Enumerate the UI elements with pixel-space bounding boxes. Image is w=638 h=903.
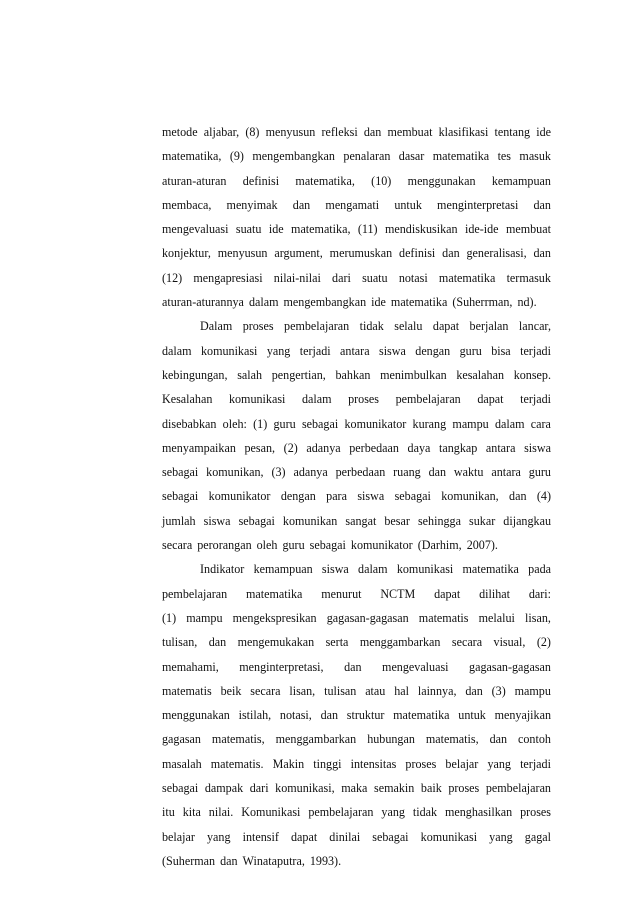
- paragraph: [162, 314, 551, 557]
- word: membaca,: [162, 197, 212, 212]
- text-line: [162, 241, 551, 265]
- word: belajar: [445, 756, 479, 771]
- word: Komunikasi: [241, 805, 301, 820]
- word: perorangan: [197, 538, 252, 553]
- word: terjadi: [520, 343, 551, 358]
- word: matematika: [462, 562, 519, 577]
- text-line: [162, 169, 551, 193]
- word: dan: [428, 465, 447, 480]
- word: komunikan: [282, 513, 338, 528]
- word: sebagai: [162, 489, 199, 504]
- word: proses: [242, 319, 274, 334]
- word: intensitas: [350, 756, 397, 771]
- word: daya: [407, 440, 431, 455]
- word: membuat: [505, 222, 551, 237]
- word: baik: [420, 781, 442, 796]
- word: dengan: [415, 343, 451, 358]
- word: terjadi: [520, 392, 551, 407]
- word: komunikator: [208, 489, 271, 504]
- word: ide: [268, 222, 284, 237]
- word: istilah,: [238, 708, 272, 723]
- word: disebabkan: [162, 416, 217, 431]
- text-line: [162, 412, 551, 436]
- word: selalu: [394, 319, 423, 334]
- paragraph: [162, 120, 551, 314]
- word: menghasilkan: [444, 805, 513, 820]
- word: waktu: [453, 465, 484, 480]
- text-line: [162, 825, 551, 849]
- word: dan: [344, 659, 362, 674]
- word: pembelajaran: [284, 319, 350, 334]
- word: masalah: [162, 756, 202, 771]
- word: para: [326, 489, 347, 504]
- word: dan: [292, 197, 311, 212]
- word: komunikasi: [200, 343, 258, 358]
- word: untuk: [458, 708, 486, 723]
- word: dapat: [290, 829, 318, 844]
- word: struktur: [346, 708, 385, 723]
- word: tentang: [494, 125, 531, 139]
- word: lisan,: [525, 610, 551, 625]
- word: untuk: [394, 197, 422, 212]
- word: dalam: [248, 295, 279, 310]
- word: argument,: [274, 246, 323, 261]
- word: dilihat: [479, 586, 510, 601]
- word: matematis.: [210, 756, 264, 771]
- word: dan: [363, 125, 382, 139]
- word: guru: [528, 465, 551, 480]
- word: pada: [528, 562, 551, 577]
- word: matematis: [162, 683, 212, 698]
- word: pembelajaran: [308, 805, 374, 820]
- word: Dalam: [200, 319, 233, 334]
- word: (2): [536, 635, 551, 650]
- word: mampu: [514, 683, 551, 698]
- word: itu: [162, 805, 175, 820]
- text-line: [162, 144, 551, 168]
- word: guru: [273, 416, 296, 431]
- word: suatu: [362, 270, 388, 285]
- word: cara: [530, 416, 551, 431]
- word: mengevaluasi: [162, 222, 229, 237]
- word: hal: [394, 683, 409, 698]
- text-line: [162, 387, 551, 411]
- word: dan: [208, 635, 227, 650]
- word: perbedaan: [335, 465, 386, 480]
- word: terjadi: [299, 343, 331, 358]
- word: menyampaikan: [162, 440, 236, 455]
- word: dalam: [301, 392, 332, 407]
- word: dan: [220, 853, 238, 868]
- word: tinggi: [313, 756, 342, 771]
- word: matematika,: [291, 222, 351, 237]
- word: komunikasi: [420, 829, 478, 844]
- text-line: [162, 484, 551, 508]
- word: mengapresiasi: [193, 270, 263, 285]
- word: memahami,: [162, 659, 219, 674]
- word: menginterpretasi,: [239, 659, 324, 674]
- word: pembelajaran: [485, 781, 551, 796]
- text-line: [162, 630, 551, 654]
- word: perbedaan: [349, 440, 399, 455]
- text-line: [162, 557, 551, 581]
- word: maka: [341, 781, 368, 796]
- word: menggunakan: [162, 708, 230, 723]
- word: mampu: [186, 610, 223, 625]
- word: ide: [371, 295, 386, 310]
- word: siswa: [524, 440, 551, 455]
- word: (10): [371, 173, 392, 188]
- word: pengertian,: [271, 367, 326, 382]
- word: terjadi: [520, 756, 551, 771]
- word: (Suherrman,: [452, 295, 513, 310]
- word: dan: [489, 732, 508, 747]
- word: siswa: [321, 562, 349, 577]
- word: pesan,: [244, 440, 276, 455]
- word: menurut: [321, 586, 362, 601]
- body-text: [162, 120, 551, 873]
- word: dijangkau: [503, 513, 551, 528]
- text-line: [162, 679, 551, 703]
- word: kesalahan: [456, 367, 504, 382]
- word: kemampuan: [491, 173, 551, 188]
- word: dapat: [432, 319, 460, 334]
- word: nd).: [517, 295, 537, 310]
- word: (1): [162, 610, 177, 625]
- word: yang: [487, 756, 511, 771]
- word: adanya: [306, 440, 341, 455]
- word: gagasan-gagasan: [469, 659, 551, 674]
- word: dalam: [494, 416, 525, 431]
- text-line: [162, 849, 551, 873]
- word: tulisan: [324, 683, 357, 698]
- word: Kesalahan: [162, 392, 213, 407]
- word: (8): [245, 125, 260, 139]
- text-line: [162, 582, 551, 606]
- word: dalam: [162, 343, 192, 358]
- text-line: [162, 460, 551, 484]
- word: mengembangkan: [283, 295, 367, 310]
- word: kurang: [412, 416, 447, 431]
- word: dasar: [398, 149, 425, 164]
- word: besar: [384, 513, 410, 528]
- word: dan: [533, 197, 551, 212]
- word: pembelajaran: [162, 586, 228, 601]
- word: dari: [332, 270, 351, 285]
- word: dan: [509, 489, 527, 504]
- word: ide-ide: [464, 222, 499, 237]
- word: konjektur,: [162, 246, 211, 261]
- word: proses: [405, 756, 437, 771]
- word: sebagai: [238, 513, 275, 528]
- word: komunikan,: [206, 465, 264, 480]
- word: bisa: [491, 343, 511, 358]
- word: lainnya,: [417, 683, 457, 698]
- text-line: [162, 120, 551, 144]
- word: (9): [229, 149, 244, 164]
- text-line: [162, 290, 551, 314]
- word: notasi,: [279, 708, 312, 723]
- word: hubungan: [367, 732, 415, 747]
- word: mengekspresikan: [232, 610, 317, 625]
- word: contoh: [518, 732, 551, 747]
- word: (1): [253, 416, 268, 431]
- text-line: [162, 314, 551, 338]
- word: mengembangkan: [252, 149, 335, 164]
- text-line: [162, 339, 551, 363]
- word: komunikasi: [396, 562, 454, 577]
- word: secara: [250, 683, 281, 698]
- word: komunikan,: [441, 489, 499, 504]
- word: masuk: [519, 149, 551, 164]
- word: siswa: [203, 513, 231, 528]
- word: secara: [162, 538, 193, 553]
- word: sangat: [345, 513, 377, 528]
- word: dari:: [528, 586, 551, 601]
- word: dan: [465, 683, 483, 698]
- word: konsep.: [513, 367, 551, 382]
- word: (Suherman: [162, 853, 216, 868]
- word: dinilai: [329, 829, 361, 844]
- text-line: [162, 193, 551, 217]
- word: berjalan: [469, 319, 509, 334]
- word: (2): [283, 440, 298, 455]
- word: komunikasi: [228, 392, 286, 407]
- word: matematika: [438, 270, 496, 285]
- word: gagal: [524, 829, 551, 844]
- word: siswa: [357, 489, 385, 504]
- word: menimbulkan: [380, 367, 447, 382]
- word: dan: [442, 246, 460, 261]
- word: klasifikasi: [438, 125, 489, 139]
- text-line: [162, 776, 551, 800]
- word: ide: [536, 125, 551, 139]
- word: Indikator: [200, 562, 245, 577]
- word: komunikasi,: [275, 781, 335, 796]
- word: generalisasi,: [466, 246, 527, 261]
- word: kita: [182, 805, 201, 820]
- word: sebagai: [394, 489, 431, 504]
- word: mendiskusikan: [384, 222, 458, 237]
- word: notasi: [398, 270, 428, 285]
- word: sebagai: [309, 538, 346, 553]
- word: (Darhim,: [417, 538, 462, 553]
- word: dan: [533, 246, 551, 261]
- word: kemampuan: [253, 562, 313, 577]
- word: dapat: [434, 586, 461, 601]
- word: gagasan: [162, 732, 201, 747]
- word: tangkap: [439, 440, 478, 455]
- word: guru: [459, 343, 482, 358]
- word: dan: [320, 708, 339, 723]
- word: tes: [497, 149, 511, 164]
- word: siswa: [378, 343, 406, 358]
- word: jumlah: [162, 513, 196, 528]
- word: mengevaluasi: [382, 659, 449, 674]
- word: membuat: [387, 125, 433, 139]
- word: antara: [491, 465, 521, 480]
- word: dampak: [204, 781, 244, 796]
- word: menyajikan: [494, 708, 551, 723]
- word: aljabar,: [203, 125, 240, 139]
- word: menyusun: [217, 246, 268, 261]
- word: oleh:: [222, 416, 247, 431]
- word: tulisan,: [162, 635, 198, 650]
- word: yang: [207, 829, 231, 844]
- word: definisi: [399, 246, 436, 261]
- word: adanya: [293, 465, 328, 480]
- word: visual,: [493, 635, 526, 650]
- word: (11): [357, 222, 378, 237]
- word: menginterpretasi: [437, 197, 519, 212]
- word: Winataputra,: [242, 853, 305, 868]
- word: komunikator: [344, 416, 407, 431]
- word: yang: [381, 805, 405, 820]
- word: matematika: [390, 295, 448, 310]
- word: yang: [266, 343, 291, 358]
- word: menyusun: [265, 125, 316, 139]
- word: sebagai: [162, 465, 199, 480]
- word: (12): [162, 270, 183, 285]
- word: suatu: [235, 222, 262, 237]
- word: definisi: [242, 173, 280, 188]
- word: matematika: [245, 586, 303, 601]
- word: merumuskan: [329, 246, 393, 261]
- word: Makin: [272, 756, 305, 771]
- word: dapat: [477, 392, 504, 407]
- word: matematis: [418, 610, 469, 625]
- word: atau: [365, 683, 386, 698]
- word: guru: [282, 538, 305, 553]
- word: menggambarkan: [275, 732, 357, 747]
- word: (4): [536, 489, 551, 504]
- text-line: [162, 436, 551, 460]
- word: belajar: [162, 829, 195, 844]
- word: sebagai: [301, 416, 339, 431]
- word: matematis,: [425, 732, 479, 747]
- word: (3): [271, 465, 286, 480]
- text-line: [162, 363, 551, 387]
- word: termasuk: [506, 270, 551, 285]
- word: mampu: [452, 416, 489, 431]
- word: serta: [325, 635, 349, 650]
- word: matematis,: [211, 732, 265, 747]
- word: matematika: [432, 149, 490, 164]
- word: kebingungan,: [162, 367, 228, 382]
- word: menggunakan: [407, 173, 476, 188]
- word: proses: [348, 392, 380, 407]
- text-line: [162, 800, 551, 824]
- word: ruang: [393, 465, 421, 480]
- word: proses: [520, 805, 551, 820]
- text-line: [162, 217, 551, 241]
- paragraph: [162, 557, 551, 873]
- word: semakin: [374, 781, 415, 796]
- text-line: [162, 509, 551, 533]
- word: 1993).: [309, 853, 342, 868]
- text-line: [162, 606, 551, 630]
- word: sebagai: [372, 829, 409, 844]
- word: oleh: [256, 538, 278, 553]
- word: sehingga: [417, 513, 461, 528]
- text-line: [162, 752, 551, 776]
- word: matematika,: [162, 149, 222, 164]
- word: mengamati: [325, 197, 380, 212]
- word: (3): [491, 683, 506, 698]
- text-line: [162, 655, 551, 679]
- word: NCTM: [380, 586, 416, 601]
- word: bahkan: [335, 367, 371, 382]
- word: antara: [340, 343, 370, 358]
- word: sebagai: [162, 781, 199, 796]
- word: nilai-nilai: [273, 270, 321, 285]
- text-line: [162, 703, 551, 727]
- text-line: [162, 533, 551, 557]
- word: menggambarkan: [359, 635, 441, 650]
- word: mengemukakan: [237, 635, 315, 650]
- word: 2007).: [466, 538, 498, 553]
- word: menyimak: [226, 197, 278, 212]
- word: beik: [220, 683, 242, 698]
- text-line: [162, 266, 551, 290]
- word: aturan-aturannya: [162, 295, 244, 310]
- word: melalui: [478, 610, 515, 625]
- word: tidak: [412, 805, 438, 820]
- word: yang: [489, 829, 513, 844]
- word: proses: [448, 781, 480, 796]
- word: antara: [485, 440, 516, 455]
- word: refleksi: [321, 125, 358, 139]
- word: dari: [249, 781, 269, 796]
- word: salah: [237, 367, 263, 382]
- word: secara: [451, 635, 483, 650]
- word: dengan: [280, 489, 316, 504]
- word: aturan-aturan: [162, 173, 227, 188]
- word: komunikator: [350, 538, 413, 553]
- text-line: [162, 727, 551, 751]
- word: tidak: [359, 319, 384, 334]
- word: penalaran: [343, 149, 391, 164]
- word: dalam: [358, 562, 388, 577]
- word: gagasan-gagasan: [326, 610, 409, 625]
- word: sukar: [469, 513, 496, 528]
- word: intensif: [242, 829, 279, 844]
- word: lancar,: [518, 319, 551, 334]
- word: lisan,: [289, 683, 316, 698]
- word: metode: [162, 125, 198, 139]
- word: pembelajaran: [395, 392, 461, 407]
- word: matematika: [393, 708, 450, 723]
- word: nilai.: [208, 805, 234, 820]
- word: matematika,: [295, 173, 355, 188]
